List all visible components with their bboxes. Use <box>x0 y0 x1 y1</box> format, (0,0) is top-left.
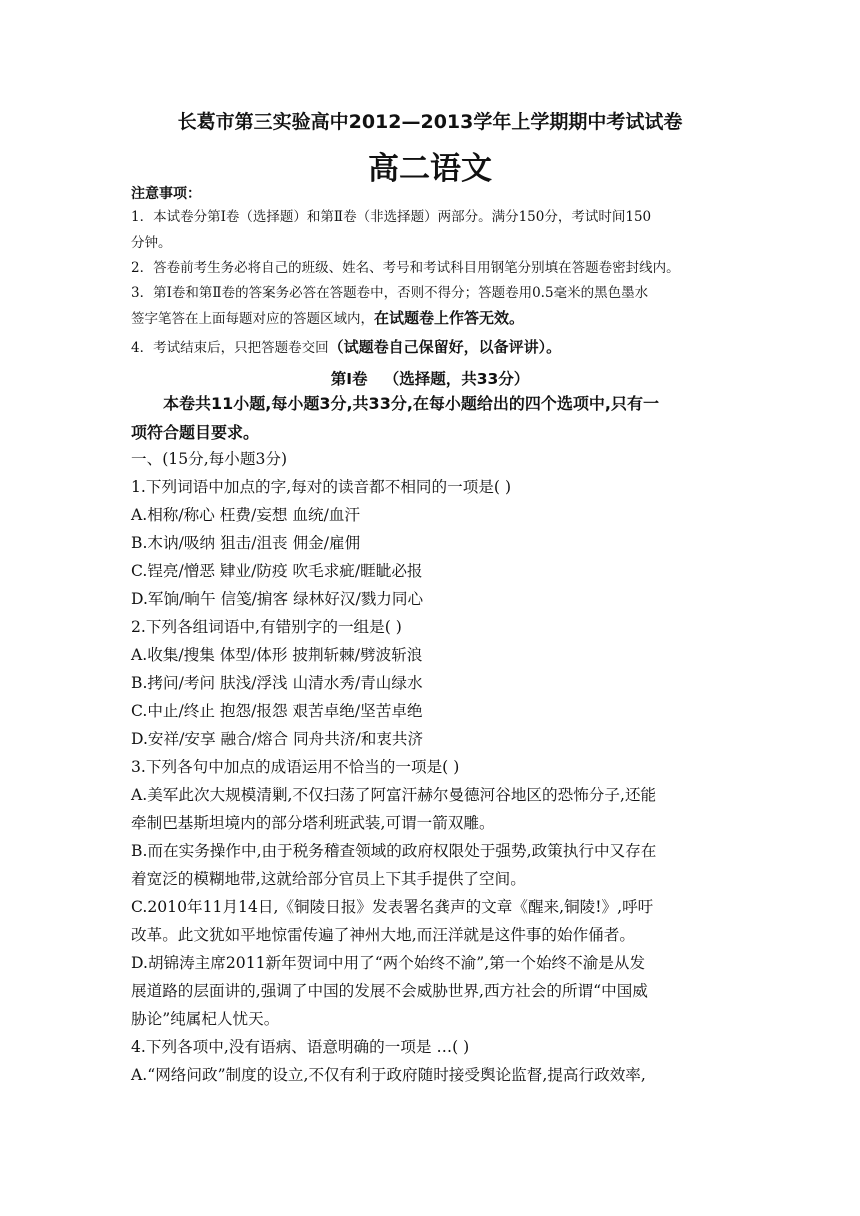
notice-item-4-text: 4．考试结束后，只把答题卷交回 <box>131 340 329 356</box>
question-3-option-b: B.而在实务操作中,由于税务稽查领域的政府权限处于强势,政策执行中又存在 <box>131 842 657 860</box>
notice-item-3-emphasis: 在试题卷上作答无效。 <box>374 309 525 327</box>
question-3-option-a: A.美军此次大规模清剿,不仅扫荡了阿富汗赫尔曼德河谷地区的恐怖分子,还能 <box>131 786 657 804</box>
question-3-option-d: D.胡锦涛主席2011新年贺词中用了“两个始终不渝”,第一个始终不渝是从发 <box>131 954 646 972</box>
question-3-option-b-cont: 着宽泛的模糊地带,这就给部分官员上下其手提供了空间。 <box>131 870 526 888</box>
question-3-option-d-cont-2: 胁论”纯属杞人忧天。 <box>131 1010 280 1028</box>
question-3-option-c-cont: 改革。此文犹如平地惊雷传遍了神州大地,而汪洋就是这件事的始作俑者。 <box>131 926 635 944</box>
question-1-option-b: B.木讷/吸纳 狙击/沮丧 佣金/雇佣 <box>131 534 361 552</box>
part-heading: 一、(15分,每小题3分) <box>131 450 288 468</box>
question-1-option-a: A.相称/称心 枉费/妄想 血统/血汗 <box>131 506 361 524</box>
question-2-option-c: C.中止/终止 抱怨/报怨 艰苦卓绝/坚苦卓绝 <box>131 702 423 720</box>
notice-item-3: 3．第Ⅰ卷和第Ⅱ卷的答案务必答在答题卷中，否则不得分；答题卷用0.5毫米的黑色墨水 <box>131 285 649 301</box>
notice-item-4 <box>131 340 561 356</box>
question-1-stem: 1.下列词语中加点的字,每对的读音都不相同的一项是( ) <box>131 478 512 496</box>
question-1-option-c: C.锃亮/憎恶 肄业/防疫 吹毛求疵/睚眦必报 <box>131 562 423 580</box>
question-3-stem: 3.下列各句中加点的成语运用不恰当的一项是( ) <box>131 758 460 776</box>
question-2-option-a: A.收集/搜集 体型/体形 披荆斩棘/劈波斩浪 <box>131 646 423 664</box>
question-2-stem: 2.下列各组词语中,有错别字的一组是( ) <box>131 618 402 636</box>
notice-item-4-emphasis: （试题卷自己保留好，以备评讲）。 <box>328 338 562 356</box>
notice-item-3-text: 签字笔答在上面每题对应的答题区域内， <box>131 311 374 327</box>
exam-title: 长葛市第三实验高中2012—2013学年上学期期中考试试卷 <box>177 111 683 133</box>
notice-item-1-cont: 分钟。 <box>131 235 172 251</box>
notice-heading: 注意事项： <box>131 186 201 202</box>
question-1-option-d: D.军饷/晌午 信笺/掮客 绿林好汉/戮力同心 <box>131 590 424 608</box>
notice-item-3-cont <box>131 311 524 327</box>
question-2-option-b: B.拷问/考问 肤浅/浮浅 山清水秀/青山绿水 <box>131 674 423 692</box>
question-4-option-a: A.“网络问政”制度的设立,不仅有利于政府随时接受舆论监督,提高行政效率, <box>131 1066 646 1084</box>
question-2-option-d: D.安祥/安享 融合/熔合 同舟共济/和衷共济 <box>131 730 424 748</box>
section-intro: 本卷共11小题,每小题3分,共33分,在每小题给出的四个选项中,只有一 <box>163 394 659 413</box>
question-3-option-c: C.2010年11月14日,《铜陵日报》发表署名龚声的文章《醒来,铜陵!》,呼吁 <box>131 898 654 916</box>
question-3-option-a-cont: 牵制巴基斯坦境内的部分塔利班武装,可谓一箭双雕。 <box>131 814 495 832</box>
subject-title: 高二语文 <box>368 151 492 187</box>
question-4-stem: 4.下列各项中,没有语病、语意明确的一项是 …( ) <box>131 1038 470 1056</box>
notice-item-2: 2．答卷前考生务必将自己的班级、姓名、考号和考试科目用钢笔分别填在答题卷密封线内。 <box>131 260 680 276</box>
section-heading: 第Ⅰ卷 （选择题，共33分） <box>330 370 530 388</box>
notice-item-1: 1．本试卷分第Ⅰ卷（选择题）和第Ⅱ卷（非选择题）两部分。满分150分，考试时间150 <box>131 209 652 225</box>
question-3-option-d-cont: 展道路的层面讲的,强调了中国的发展不会威胁世界,西方社会的所谓“中国威 <box>131 982 648 1000</box>
section-intro-cont: 项符合题目要求。 <box>131 423 260 442</box>
